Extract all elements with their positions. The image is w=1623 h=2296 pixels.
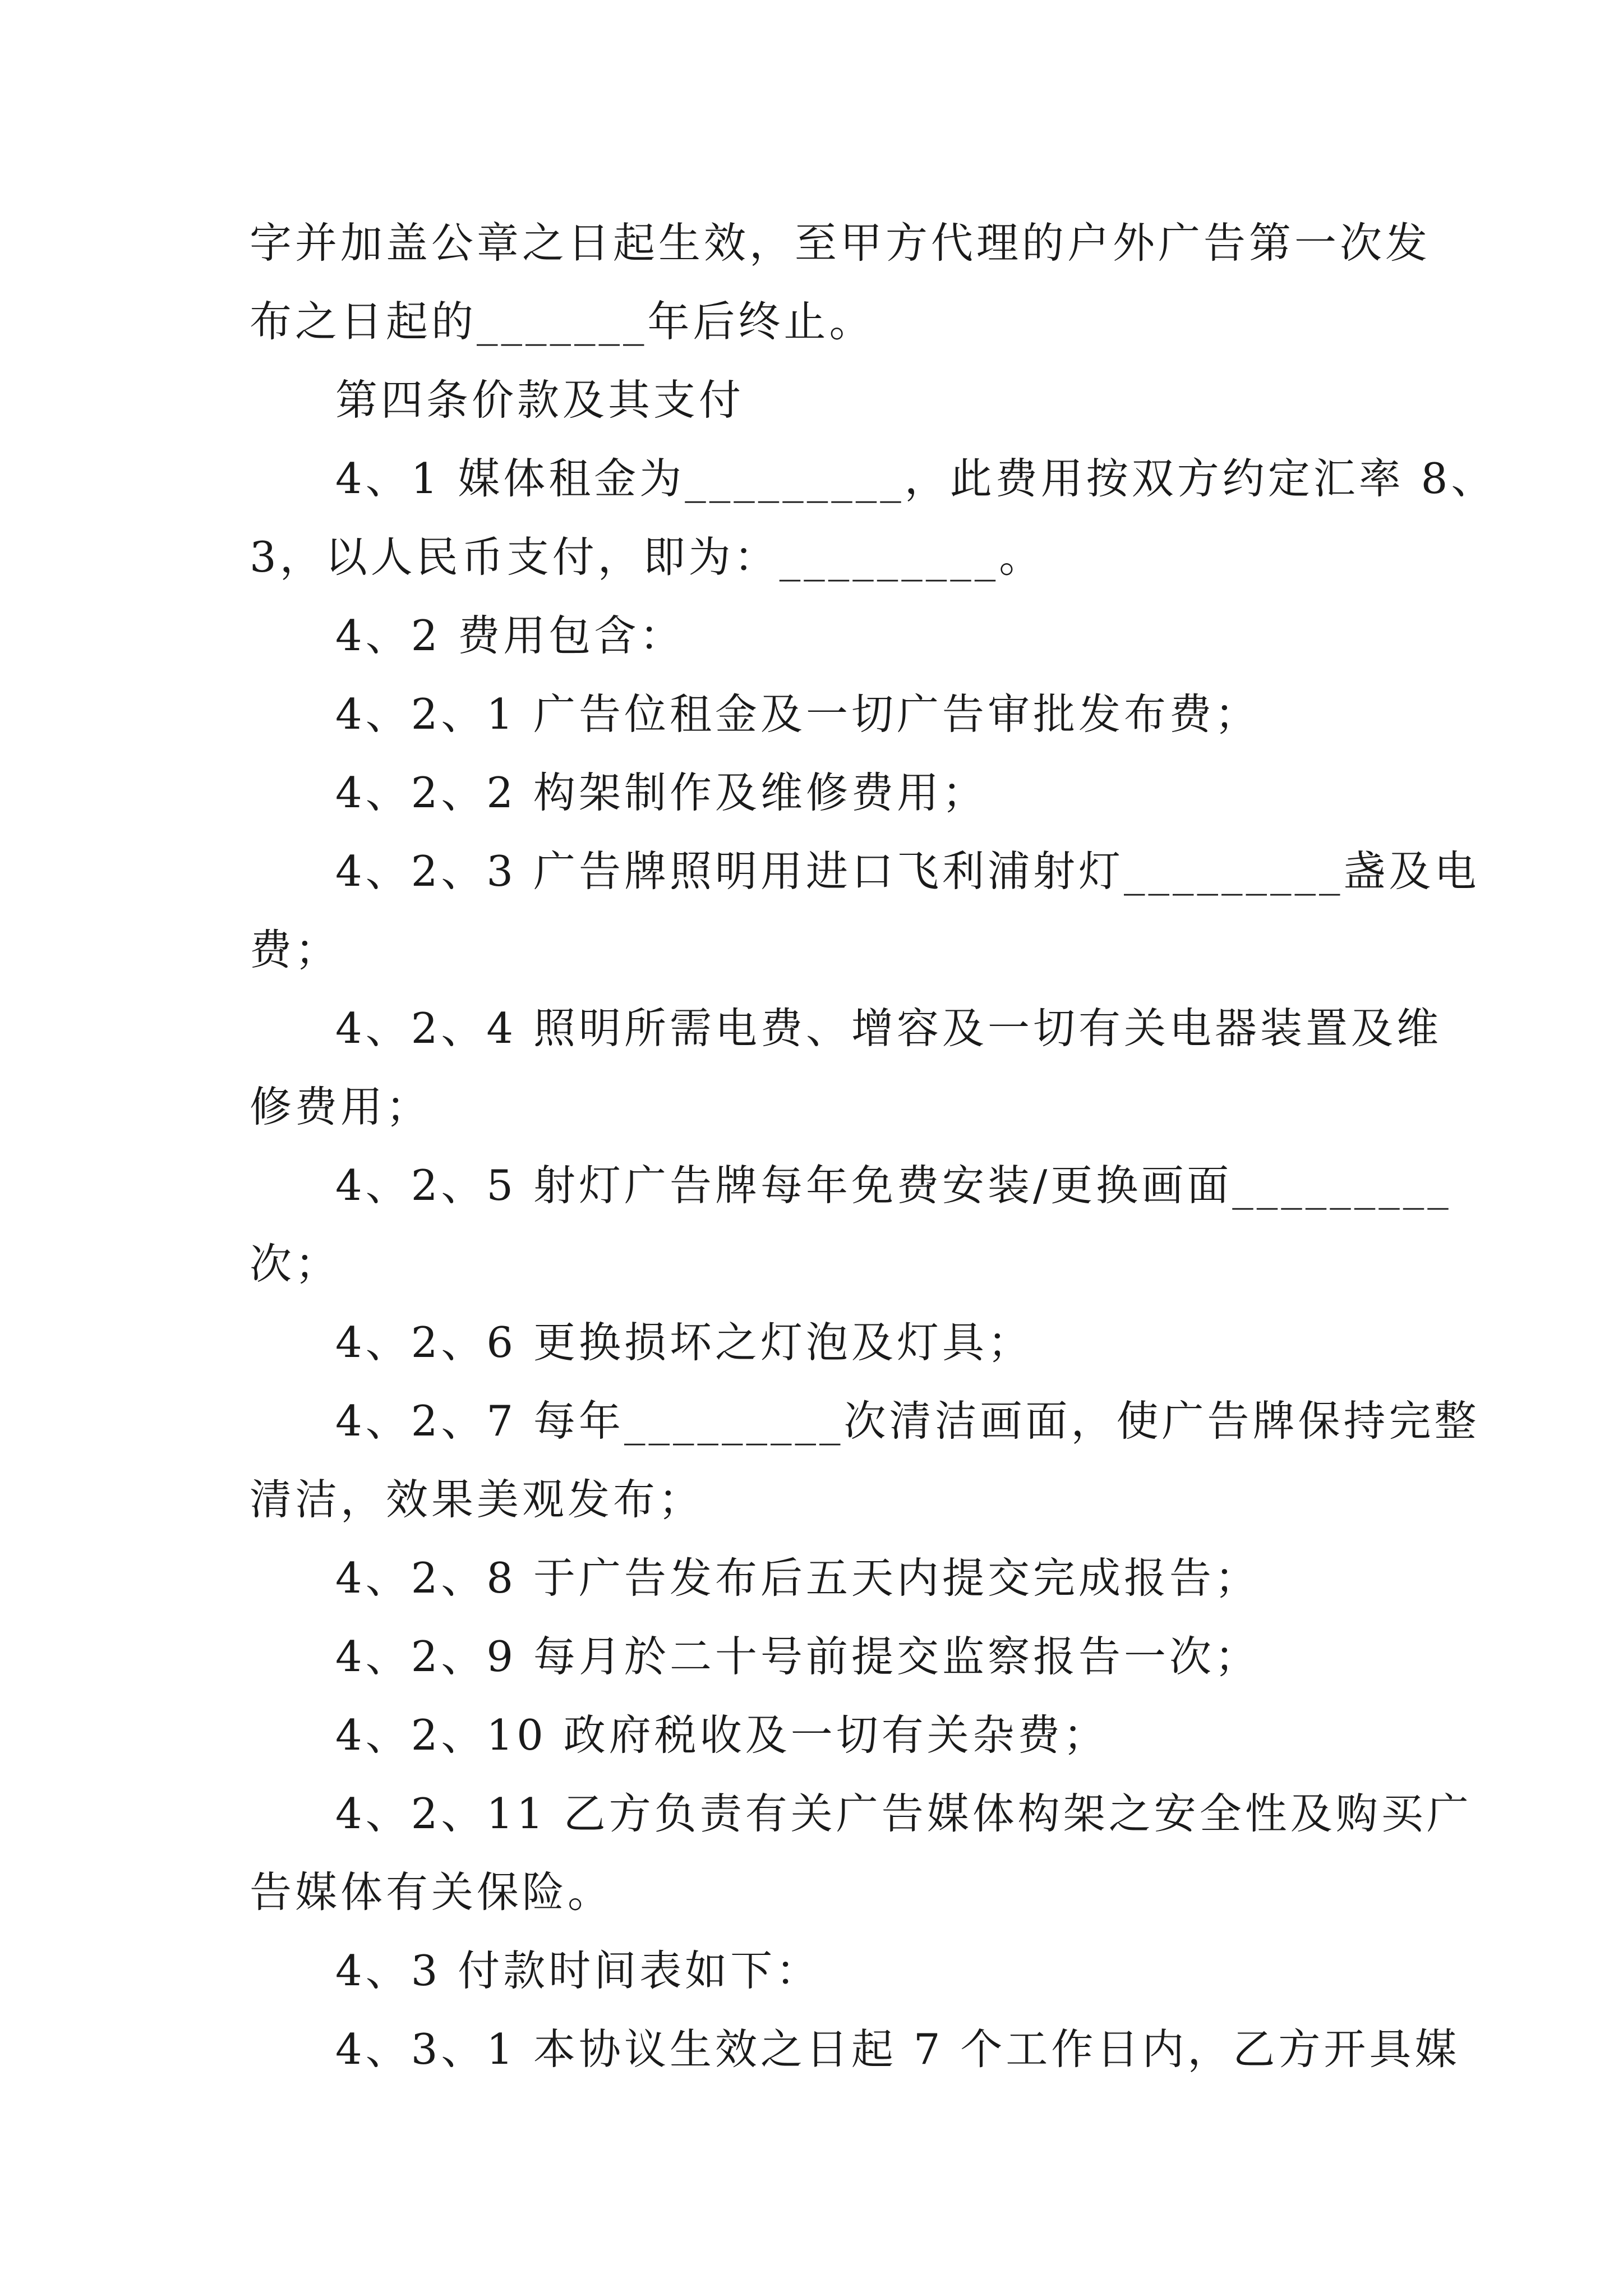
text-line: 字并加盖公章之日起生效，至甲方代理的户外广告第一次发 xyxy=(250,218,1431,268)
text-line: 4、2、4 照明所需电费、增容及一切有关电器装置及维 xyxy=(335,1004,1442,1053)
text-line: 4、2、8 于广告发布后五天内提交完成报告； xyxy=(335,1553,1260,1603)
text-line: 告媒体有关保险。 xyxy=(250,1867,614,1917)
text-line: 4、2、5 射灯广告牌每年免费安装/更换画面_________ xyxy=(335,1161,1452,1210)
text-line: 4、2、6 更换损坏之灯泡及灯具； xyxy=(335,1318,1033,1367)
text-line: 清洁，效果美观发布； xyxy=(250,1475,704,1524)
text-line: 4、2、1 广告位租金及一切广告审批发布费； xyxy=(335,689,1260,739)
text-line: 修费用； xyxy=(250,1082,432,1131)
text-line: 4、1 媒体租金为_________，此费用按双方约定汇率 8、 xyxy=(335,454,1497,503)
text-line: 次； xyxy=(250,1239,341,1289)
text-line: 布之日起的_______年后终止。 xyxy=(250,297,875,346)
text-line: 费； xyxy=(250,925,341,974)
text-line: 4、2、2 构架制作及维修费用； xyxy=(335,768,988,817)
text-line: 4、3 付款时间表如下： xyxy=(335,1946,822,1995)
text-line: 4、2、11 乙方负责有关广告媒体构架之安全性及购买广 xyxy=(335,1789,1472,1838)
text-line: 4、2 费用包含： xyxy=(335,611,685,660)
text-line: 3，以人民币支付，即为：_________。 xyxy=(250,532,1045,582)
text-line: 4、3、1 本协议生效之日起 7 个工作日内，乙方开具媒 xyxy=(335,2024,1460,2074)
text-line: 4、2、3 广告牌照明用进口飞利浦射灯_________盏及电 xyxy=(335,846,1480,896)
section-heading: 第四条价款及其支付 xyxy=(335,375,745,425)
text-line: 4、2、10 政府税收及一切有关杂费； xyxy=(335,1710,1109,1760)
text-line: 4、2、9 每月於二十号前提交监察报告一次； xyxy=(335,1632,1260,1681)
text-line: 4、2、7 每年_________次清洁画面，使广告牌保持完整 xyxy=(335,1396,1480,1446)
